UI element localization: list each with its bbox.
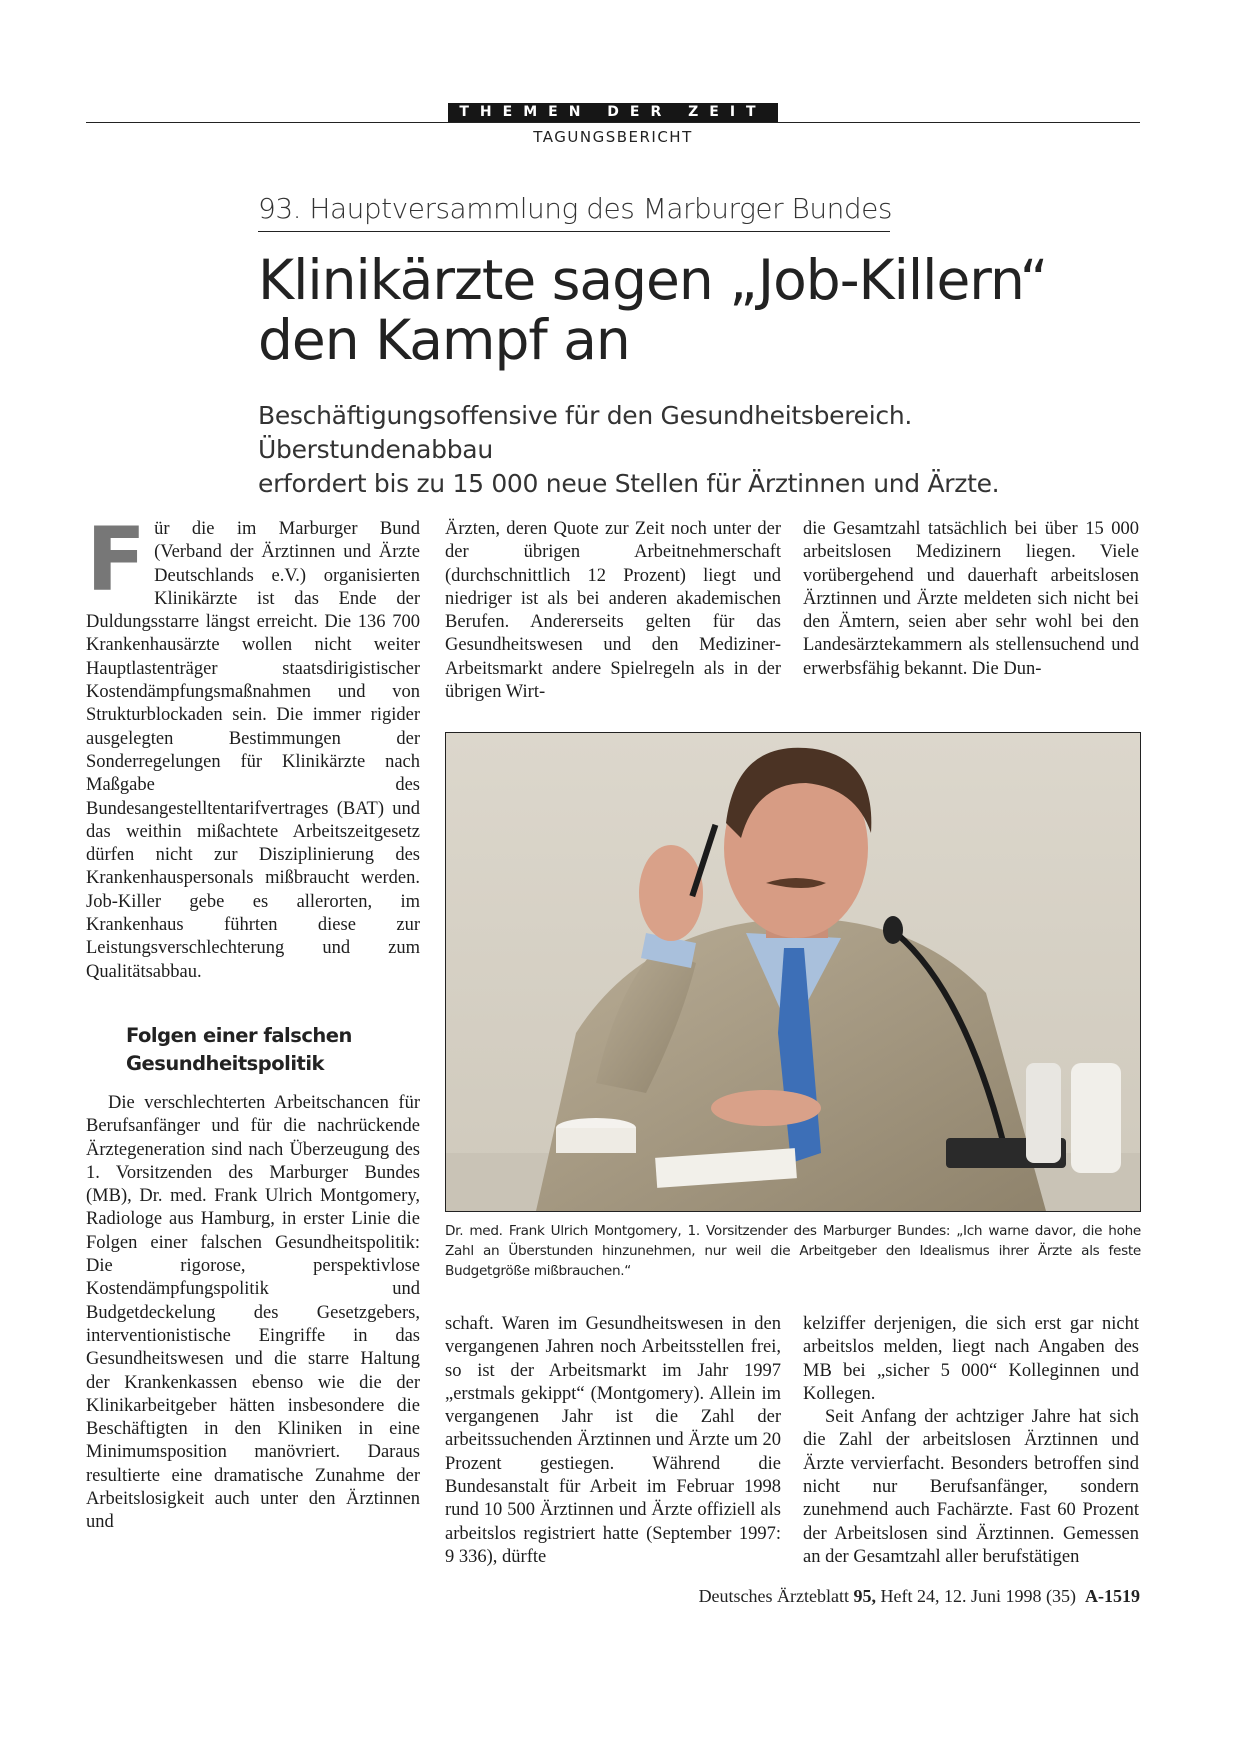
paragraph: Die verschlechterten Arbeitschancen für Berufsanfänger und für die nachrückende Ärztegeneration sind nach Überzeugung des 1. Vorsitzenden des Marburger Bundes (MB), Dr. med. Frank Ulrich Montgomery, Radiologe aus Hamburg, in erster Linie die Folgen einer falschen Gesundheitspolitik: Die rigorose, perspektivlose Kostendämpfungspolitik und Budgetdeckelung des Gesetzgebers, interventionistische Eingriffe in das Gesundheitswesen und die starre Haltung der Krankenkassen ebenso wie die der Klinikarbeitgeber hätten insbesondere die Beschäftigten in den Kliniken in eine Minimumsposition manövriert. Daraus resultierte eine dramatische Zunahme der Arbeitslosigkeit auch unter den Ärztinnen und xyxy=(86,1092,420,1533)
article-headline xyxy=(258,250,1098,370)
body-column-3-top xyxy=(803,518,1139,681)
body-column-2-top xyxy=(445,518,781,704)
paragraph: schaft. Waren im Gesundheitswesen in den vergangenen Jahren noch Arbeitsstellen frei, so ist der Arbeitsmarkt im Jahr 1997 „erstmals gekippt“ (Montgomery). Allein im vergangenen Jahr ist die Zahl der arbeitssuchenden Ärztinnen und Ärzte um 20 Prozent gestiegen. Während die Bundesanstalt für Arbeit im Februar 1998 rund 10 500 Ärztinnen und Ärzte offiziell als arbeitslos registriert hatte (September 1997: 9 336), dürfte xyxy=(445,1314,781,1567)
section-subtitle: TAGUNGSBERICHT xyxy=(533,128,693,146)
kicker-rule xyxy=(258,231,890,232)
subheading-line-2: Gesundheitspolitik xyxy=(126,1051,324,1075)
page-number: A-1519 xyxy=(1085,1586,1140,1606)
page-footer xyxy=(640,1586,1140,1607)
drop-cap: F xyxy=(86,508,147,611)
paragraph: Seit Anfang der achtziger Jahre hat sich die Zahl der arbeitslosen Ärztinnen und Ärzte vervierfacht. Besonders betroffen sind nicht nur Berufsanfänger, sondern zunehmend auch Fachärzte. Fast 60 Prozent der Arbeitslosen sind Ärztinnen. Gemessen an der Gesamtzahl aller berufstätigen xyxy=(803,1407,1139,1567)
journal-volume: 95, xyxy=(853,1586,877,1606)
section-banner: THEMEN DER ZEIT xyxy=(448,103,778,122)
paragraph: die Gesamtzahl tatsächlich bei über 15 000 arbeitslosen Medizinern liegen. Viele vorübergehend und dauerhaft arbeitslosen Ärztinnen und Ärzte meldeten sich nicht bei den Ämtern, seien aber sehr wohl bei den Landesärztekammern als stellensuchend und erwerbsfähig bekannt. Die Dun- xyxy=(803,519,1139,679)
paragraph: Ärzten, deren Quote zur Zeit noch unter der der übrigen Arbeitnehmerschaft (durchschnittlich 12 Prozent) liegt und niedriger ist als bei anderen akademischen Berufen. Andererseits gelten für das Gesundheitswesen und den Mediziner-Arbeitsmarkt andere Spielregeln als in der übrigen Wirt- xyxy=(445,519,781,703)
paragraph xyxy=(86,508,420,984)
article-deck xyxy=(258,399,1138,501)
paragraph-text: ür die im Marburger Bund (Verband der Ärztinnen und Ärzte Deutschlands e.V.) organisierten Klinikärzte ist das Ende der Duldungsstarre längst erreicht. Die 136 700 Krankenhausärzte wollen nicht weiter Hauptlastenträger staatsdirigistischer Kostendämpfungsmaßnahmen und von Strukturblockaden sein. Die immer rigider ausgelegten Bestimmungen der Sonderregelungen für Klinikärzte nach Maßgabe des Bundesangestelltentarifvertrages (BAT) und das weithin mißachtete Arbeitszeitgesetz dürfen nicht zur Disziplinierung des Krankenhauspersonals mißbraucht werden. Job-Killer gebe es allerorten, im Krankenhaus führten diese zur Leistungsverschlechterung und zum Qualitätsabbau. xyxy=(86,519,420,982)
article-kicker: 93. Hauptversammlung des Marburger Bundes xyxy=(258,192,892,225)
speaker-photo xyxy=(445,732,1141,1212)
subheading-line-1: Folgen einer falschen xyxy=(126,1023,352,1047)
deck-line-1: Beschäftigungsoffensive für den Gesundheitsbereich. Überstundenabbau xyxy=(258,401,913,464)
body-column-3-bottom xyxy=(803,1313,1139,1569)
photo-caption: Dr. med. Frank Ulrich Montgomery, 1. Vorsitzender des Marburger Bundes: „Ich warne davor, die hohe Zahl an Überstunden hinzunehmen, nur weil die Arbeitgeber den Idealismus ihrer Ärzte als feste Budgetgröße mißbrauchen.“ xyxy=(445,1223,1141,1279)
journal-issue: Heft 24, 12. Juni 1998 (35) xyxy=(880,1586,1076,1606)
journal-name: Deutsches Ärzteblatt xyxy=(698,1586,850,1606)
paragraph: kelziffer derjenigen, die sich erst gar nicht arbeitslos melden, liegt nach Angaben des MB bei „sicher 5 000“ Kolleginnen und Kollegen. xyxy=(803,1314,1139,1404)
headline-line-1: Klinikärzte sagen „Job-Killern“ xyxy=(258,248,1048,312)
body-column-2-bottom xyxy=(445,1313,781,1569)
headline-line-2: den Kampf an xyxy=(258,308,630,372)
section-subheading xyxy=(86,1022,420,1078)
body-column-1 xyxy=(86,508,420,1535)
deck-line-2: erfordert bis zu 15 000 neue Stellen für Ärztinnen und Ärzte. xyxy=(258,469,1000,498)
header-rule xyxy=(86,122,1140,123)
